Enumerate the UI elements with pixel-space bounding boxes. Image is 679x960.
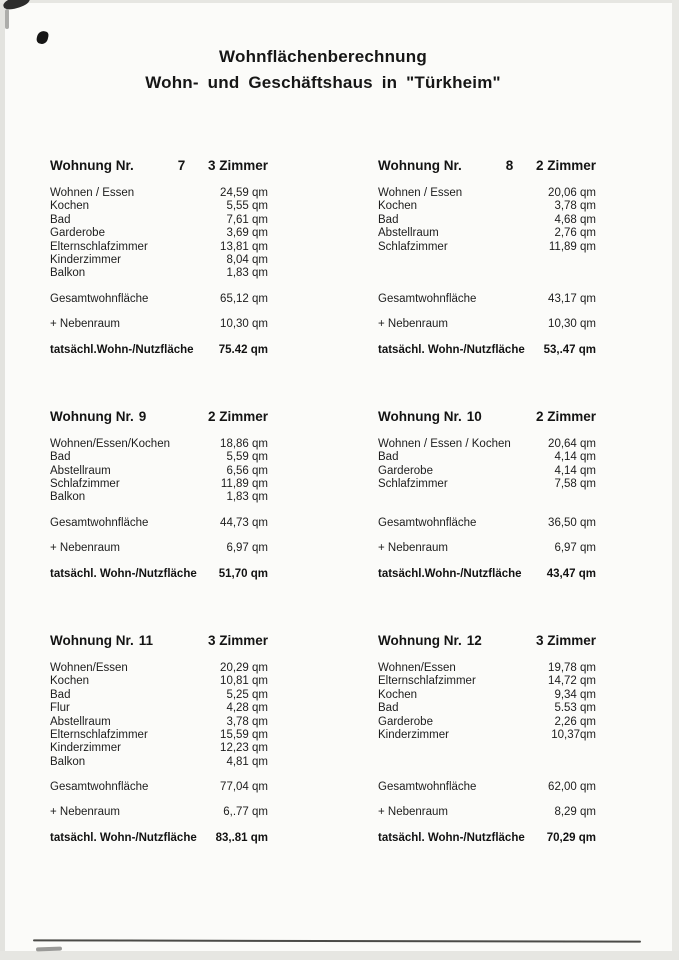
total-value: 77,04 qm [220,781,268,794]
net-area-row [50,344,268,357]
net-area-row [378,344,596,357]
total-value: 65,12 qm [220,292,268,305]
nebenraum-row [378,542,596,555]
room-row [50,465,268,478]
room-area: 20,29 qm [220,661,268,674]
room-area: 10,37qm [551,728,596,741]
nebenraum-value: 10,30 qm [548,317,596,330]
room-area: 6,56 qm [226,464,268,477]
room-label: Abstellraum [50,464,111,477]
room-area: 4,14 qm [554,464,596,477]
room-area: 1,83 qm [226,491,268,504]
net-area-row [378,832,596,845]
room-area: 2,76 qm [554,227,596,240]
room-area: 3,78 qm [554,200,596,213]
room-label: Balkon [50,755,86,768]
apartment-block [378,409,596,581]
nebenraum-value: 6,97 qm [554,541,596,554]
nebenraum-label: + Nebenraum [378,541,448,554]
room-label: Garderobe [378,715,433,728]
document-header [50,44,596,96]
room-label: Flur [50,702,70,715]
page-edge-right [672,0,679,960]
apartment-number-label: Wohnung Nr. [50,408,134,424]
room-row [378,465,596,478]
room-label: Elternschlafzimmer [50,728,148,741]
room-row [50,214,268,227]
scan-artifact-corner-mark [36,30,49,45]
room-area: 18,86 qm [220,437,268,450]
room-label: Schlafzimmer [50,478,120,491]
total-value: 44,73 qm [220,516,268,529]
page-edge-bottom [0,951,679,960]
total-label: Gesamtwohnfläche [378,781,477,794]
net-area-row [378,568,596,581]
room-label: Bad [378,213,399,226]
room-label: Bad [378,451,399,464]
apartment-block [378,633,596,845]
net-area-value: 70,29 qm [546,832,596,845]
room-label: Bad [50,688,71,701]
nebenraum-label: + Nebenraum [378,317,448,330]
apartment-number: 9 [138,408,147,424]
apartment-number-label: Wohnung Nr. [378,158,462,173]
room-row [378,716,596,729]
room-area: 14,72 qm [548,675,596,688]
document-subtitle: Wohn- und Geschäftshaus in "Türkheim" [145,73,501,92]
room-row [378,729,596,742]
room-area: 20,64 qm [548,437,596,450]
total-row [50,517,268,530]
room-row [50,689,268,702]
room-label: Wohnen/Essen [50,661,128,674]
room-row [50,478,268,491]
apartment-header [50,158,268,173]
room-row [50,187,268,200]
room-label: Kinderzimmer [50,254,121,267]
room-label: Wohnen/Essen/Kochen [50,437,170,450]
room-label: Bad [378,702,399,715]
apartment-room-count: 2 Zimmer [535,158,596,173]
room-label: Kochen [50,675,90,688]
nebenraum-row [50,542,268,555]
nebenraum-row [50,806,268,819]
room-row [378,689,596,702]
room-area: 5.53 qm [554,702,596,715]
total-label: Gesamtwohnfläche [50,516,149,529]
room-label: Elternschlafzimmer [50,240,148,253]
apartment-number-label: Wohnung Nr. [50,632,134,648]
room-label: Bad [50,451,71,464]
room-area: 11,89 qm [548,240,596,253]
room-row [50,742,268,755]
room-area: 7,58 qm [554,478,596,491]
apartment-number: 11 [138,632,154,648]
apartment-header [378,633,596,648]
net-area-label: tatsächl.Wohn-/Nutzfläche [378,567,522,580]
document-content [50,0,596,845]
room-label: Kochen [378,688,418,701]
room-area: 3,69 qm [226,227,268,240]
room-label: Elternschlafzimmer [378,675,476,688]
room-label: Kochen [378,200,418,213]
room-area: 11,89 qm [220,478,268,491]
room-area: 10,81 qm [220,675,268,688]
apartment-room-count: 2 Zimmer [535,408,596,424]
room-area: 24,59 qm [220,187,268,199]
room-list [50,187,268,281]
room-area: 20,06 qm [548,187,596,199]
room-row [378,662,596,675]
nebenraum-label: + Nebenraum [50,541,120,554]
room-label: Wohnen/Essen [378,661,456,674]
room-label: Balkon [50,491,86,504]
net-area-label: tatsächl. Wohn-/Nutzfläche [50,832,197,845]
room-row [50,438,268,451]
nebenraum-value: 8,29 qm [554,806,596,819]
total-row [50,781,268,794]
net-area-label: tatsächl. Wohn-/Nutzfläche [378,832,525,845]
nebenraum-row [50,318,268,331]
total-value: 43,17 qm [548,292,596,305]
room-area: 4,68 qm [554,213,596,226]
apartment-room-count: 3 Zimmer [207,632,268,648]
apartment-block [50,633,268,845]
total-value: 62,00 qm [548,781,596,794]
nebenraum-value: 6,97 qm [226,541,268,554]
page-edge-left [0,0,5,960]
room-row [50,716,268,729]
room-row [50,662,268,675]
room-list [378,662,596,769]
room-row [50,267,268,280]
room-area: 2,26 qm [554,715,596,728]
total-label: Gesamtwohnfläche [50,292,149,305]
room-label: Kinderzimmer [378,728,449,741]
room-row [50,491,268,504]
room-row [50,451,268,464]
apartment-header [50,409,268,424]
nebenraum-value: 6,.77 qm [223,806,268,819]
nebenraum-row [378,318,596,331]
apartment-header [378,409,596,424]
room-label: Garderobe [50,227,105,240]
apartment-number-label: Wohnung Nr. [378,632,462,648]
room-row [50,702,268,715]
apartment-block [378,158,596,357]
total-row [378,517,596,530]
net-area-value: 83,.81 qm [215,832,268,845]
room-row [50,756,268,769]
net-area-row [50,832,268,845]
total-row [378,293,596,306]
net-area-value: 53,.47 qm [543,343,596,356]
room-area: 12,23 qm [220,742,268,755]
nebenraum-label: + Nebenraum [50,806,120,819]
nebenraum-label: + Nebenraum [378,806,448,819]
room-label: Balkon [50,267,86,280]
room-row [378,227,596,240]
room-row [378,187,596,200]
room-row [50,675,268,688]
room-label: Kinderzimmer [50,742,121,755]
total-label: Gesamtwohnfläche [378,516,477,529]
net-area-label: tatsächl. Wohn-/Nutzfläche [50,567,197,580]
room-label: Bad [50,213,71,226]
room-area: 4,14 qm [554,451,596,464]
room-row [378,702,596,715]
net-area-row [50,568,268,581]
room-label: Schlafzimmer [378,240,448,253]
room-row [50,254,268,267]
room-label: Kochen [50,200,90,213]
apartment-number: 8 [505,158,514,173]
room-area: 5,59 qm [226,451,268,464]
total-row [378,781,596,794]
room-label: Schlafzimmer [378,478,448,491]
total-value: 36,50 qm [548,516,596,529]
room-area: 5,55 qm [226,200,268,213]
room-area: 9,34 qm [554,688,596,701]
net-area-value: 43,47 qm [546,567,596,580]
room-area: 4,28 qm [226,702,268,715]
room-label: Wohnen / Essen [50,187,135,199]
room-area: 1,83 qm [226,267,268,280]
room-area: 5,25 qm [226,688,268,701]
document-title: Wohnflächenberechnung [219,47,427,66]
room-row [378,200,596,213]
room-label: Garderobe [378,464,433,477]
room-area: 3,78 qm [226,715,268,728]
room-area: 13,81 qm [220,240,268,253]
room-row [378,478,596,491]
room-label: Abstellraum [50,715,111,728]
room-row [378,214,596,227]
room-area: 4,81 qm [226,755,268,768]
total-row [50,293,268,306]
room-row [378,438,596,451]
scan-artifact-bottom-line [33,939,641,942]
room-label: Wohnen / Essen / Kochen [378,437,511,450]
apartment-room-count: 3 Zimmer [535,632,596,648]
scan-artifact-left-smudge [5,9,9,29]
net-area-value: 51,70 qm [218,567,268,580]
room-row [50,200,268,213]
apartment-room-count: 2 Zimmer [207,408,268,424]
net-area-label: tatsächl.Wohn-/Nutzfläche [50,343,194,356]
apartment-number-label: Wohnung Nr. [50,158,134,173]
total-label: Gesamtwohnfläche [50,781,149,794]
room-list [378,187,596,281]
room-area: 7,61 qm [226,213,268,226]
room-area: 8,04 qm [226,254,268,267]
net-area-value: 75.42 qm [218,343,268,356]
nebenraum-label: + Nebenraum [50,317,120,330]
apartments-grid [50,158,596,845]
nebenraum-value: 10,30 qm [220,317,268,330]
net-area-label: tatsächl. Wohn-/Nutzfläche [378,343,525,356]
apartment-header [50,633,268,648]
room-row [378,675,596,688]
room-row [50,241,268,254]
apartment-number: 7 [177,158,186,173]
apartment-block [50,158,268,357]
room-list [378,438,596,505]
room-area: 19,78 qm [548,661,596,674]
apartment-number-label: Wohnung Nr. [378,408,462,424]
room-row [378,241,596,254]
room-list [50,662,268,769]
room-label: Abstellraum [378,227,439,240]
apartment-block [50,409,268,581]
room-area: 15,59 qm [220,728,268,741]
room-row [50,729,268,742]
total-label: Gesamtwohnfläche [378,292,477,305]
room-label: Wohnen / Essen [378,187,463,199]
room-row [50,227,268,240]
room-list [50,438,268,505]
apartment-number: 10 [466,408,482,424]
apartment-header [378,158,596,173]
room-row [378,451,596,464]
apartment-number: 12 [466,632,482,648]
apartment-room-count: 3 Zimmer [207,158,268,173]
nebenraum-row [378,806,596,819]
